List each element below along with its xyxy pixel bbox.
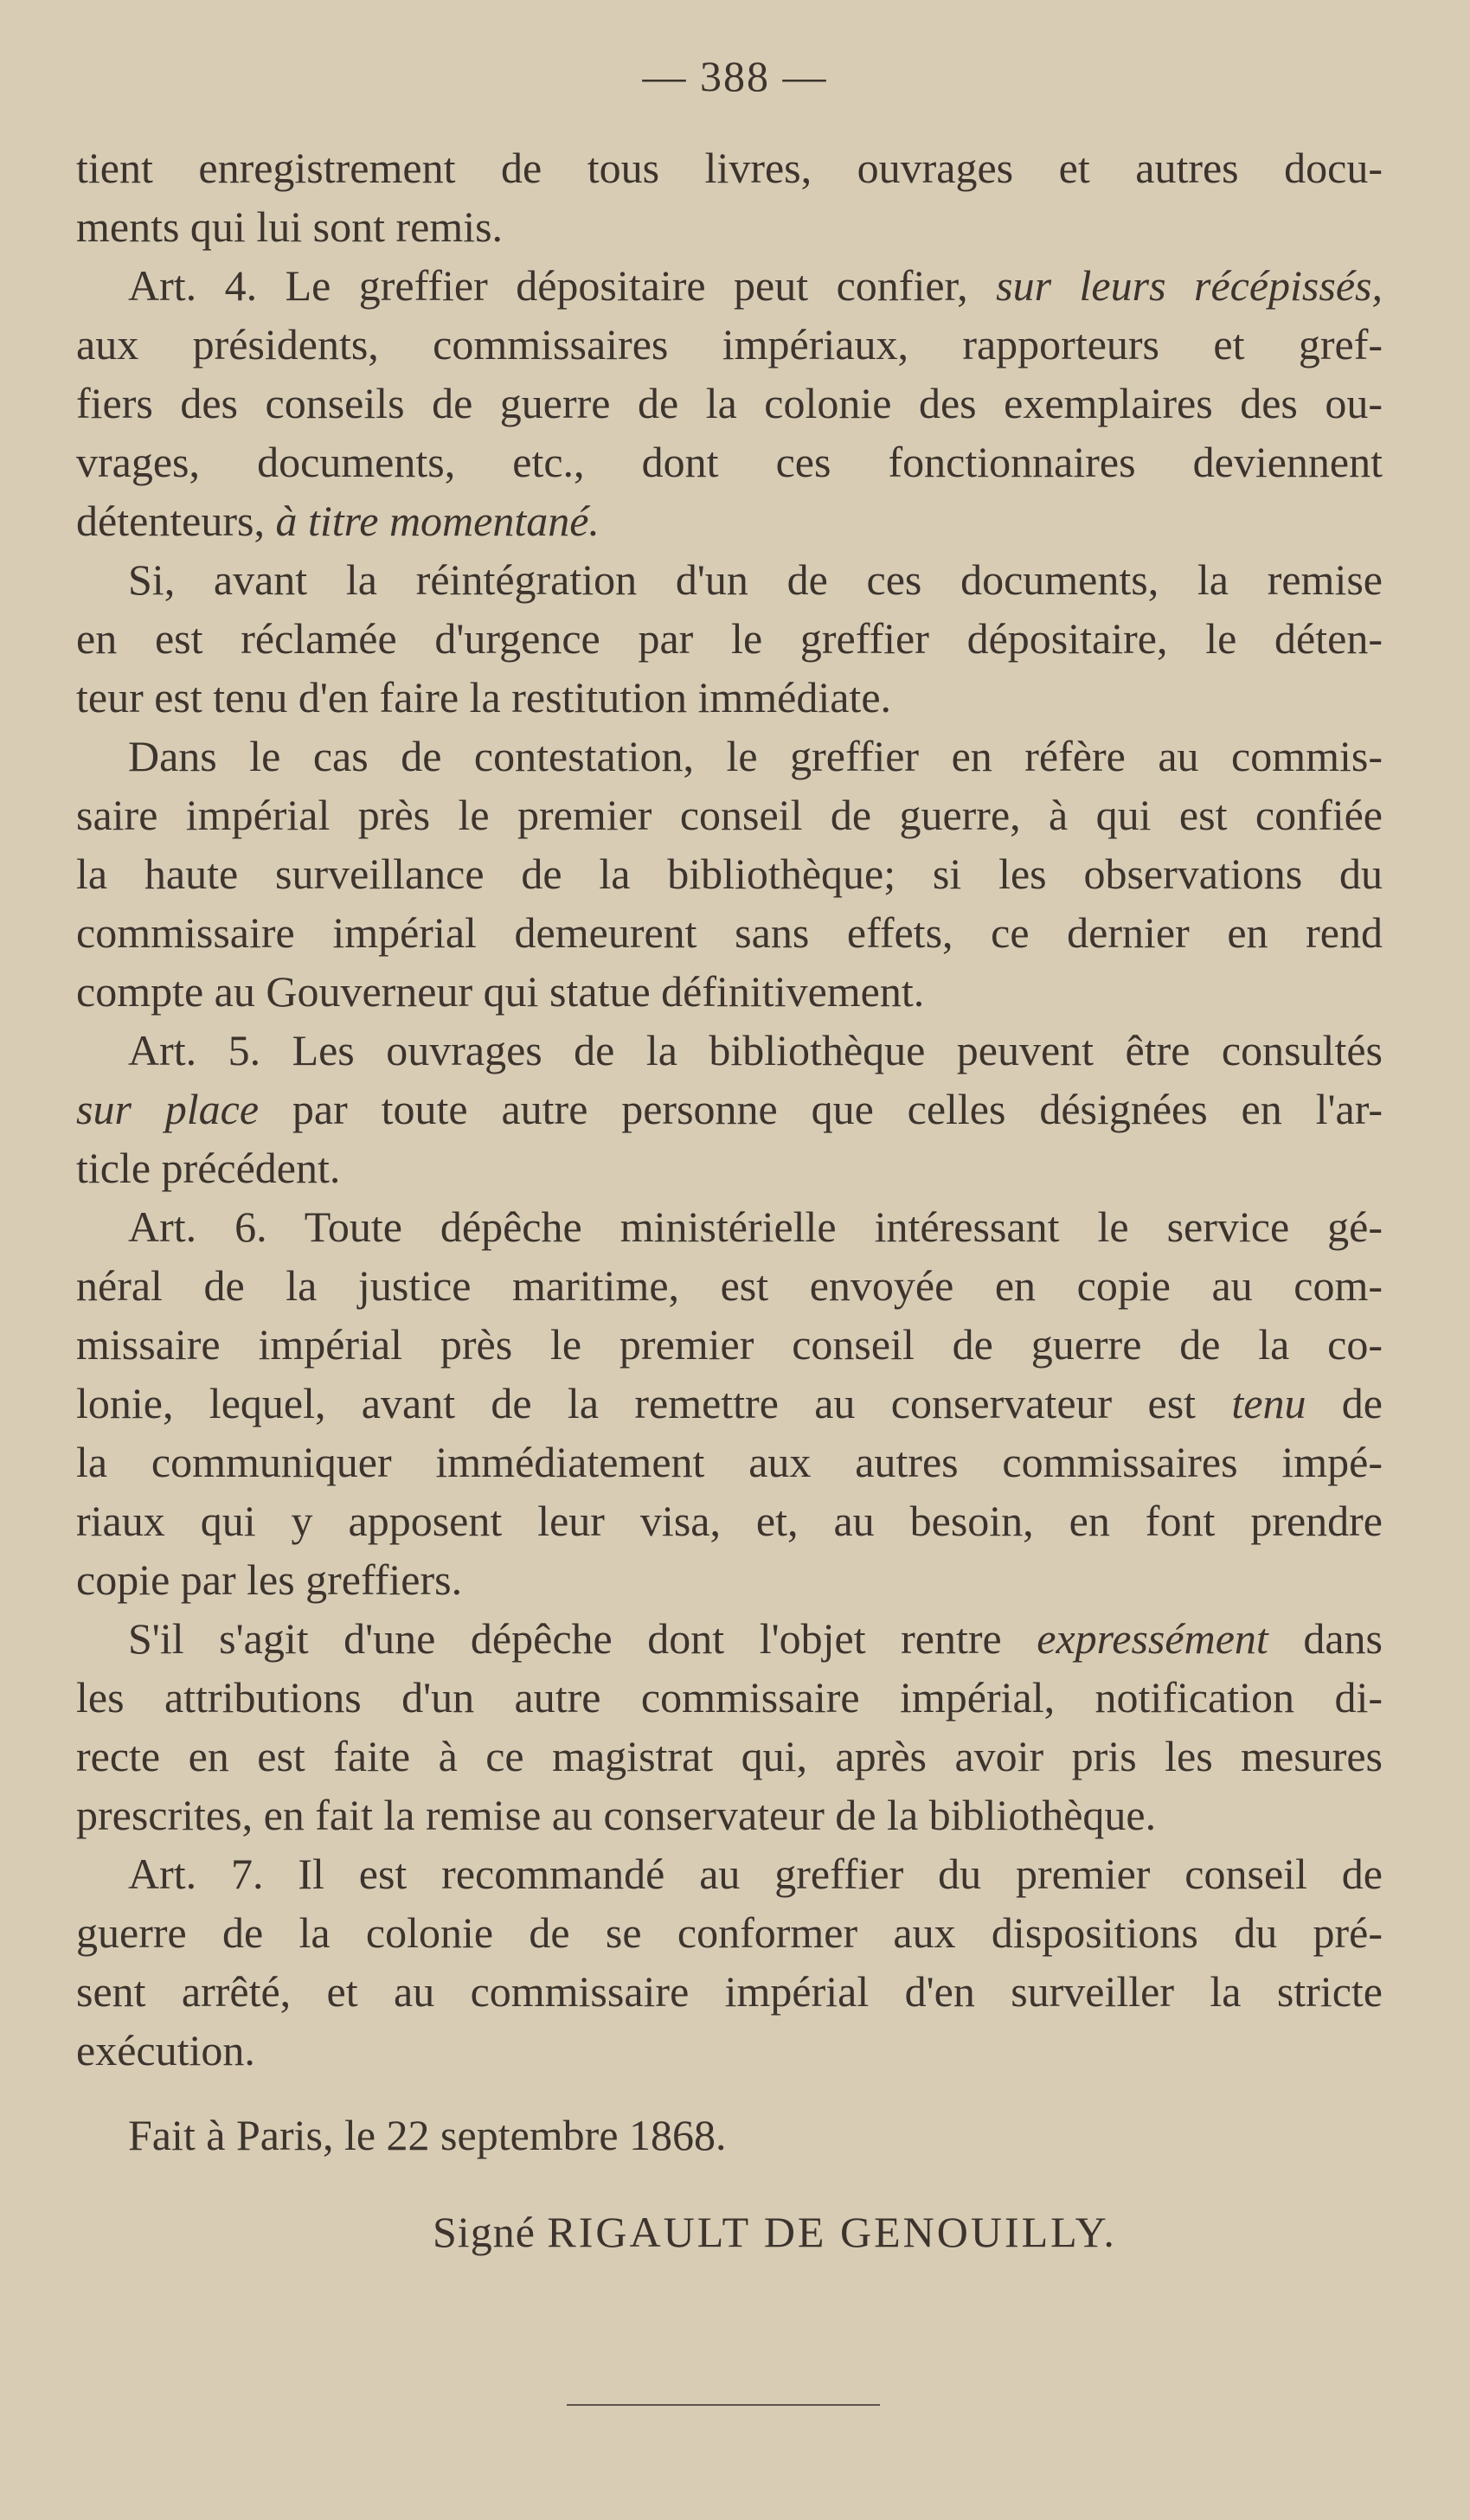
text-run: S'il s'agit d'une dépêche dont l'objet rentre [128, 1614, 1037, 1663]
text-line [76, 1197, 1383, 1256]
text-line [76, 1727, 1383, 1786]
text-run: commissaire impérial demeurent sans effets, ce dernier en rend [76, 908, 1383, 957]
text-line [76, 1550, 1383, 1609]
text-line [76, 433, 1383, 491]
text-line [76, 2021, 1383, 2080]
text-run: Art. 6. Toute dépêche ministérielle intéressant le service gé- [128, 1202, 1383, 1251]
text-line [76, 197, 1383, 256]
text-line [76, 550, 1383, 609]
text-line [76, 962, 1383, 1021]
text-line [76, 374, 1383, 433]
paragraph [76, 550, 1383, 727]
text-run: copie par les greffiers. [76, 1555, 463, 1604]
text-run: néral de la justice maritime, est envoyée en copie au com- [76, 1261, 1383, 1310]
text-run: ticle précédent. [76, 1144, 341, 1192]
text-run: teur est tenu d'en faire la restitution immédiate. [76, 673, 892, 721]
text-line [76, 1786, 1383, 1844]
paragraph [76, 1609, 1383, 1844]
text-run: sent arrêté, et au commissaire impérial d'en surveiller la stricte [76, 1967, 1383, 2016]
text-run: par toute autre personne que celles désignées en l'ar- [259, 1085, 1383, 1133]
text-run: Art. 7. Il est recommandé au greffier du premier conseil de [128, 1850, 1383, 1898]
end-rule [567, 2404, 880, 2406]
paragraph [76, 256, 1383, 550]
italic-run: à titre momentané. [275, 497, 600, 545]
text-line [76, 1138, 1383, 1197]
text-run: missaire impérial près le premier conseil de guerre de la co- [76, 1320, 1383, 1369]
signature [433, 2203, 1117, 2261]
text-run: vrages, documents, etc., dont ces fonctionnaires deviennent [76, 438, 1383, 486]
text-run: ments qui lui sont remis. [76, 202, 504, 251]
signature-name: RIGAULT DE GENOUILLY. [547, 2208, 1117, 2256]
text-line [76, 903, 1383, 962]
text-run: dans [1268, 1614, 1383, 1663]
text-run: les attributions d'un autre commissaire impérial, notification di- [76, 1673, 1383, 1722]
paragraph [76, 1021, 1383, 1197]
text-line [76, 1374, 1383, 1433]
text-line [76, 1962, 1383, 2021]
signature-prefix: Signé [433, 2208, 548, 2256]
text-run: lonie, lequel, avant de la remettre au conservateur est [76, 1379, 1232, 1427]
paragraph [76, 1197, 1383, 1609]
text-run: riaux qui y apposent leur visa, et, au besoin, en font prendre [76, 1497, 1383, 1545]
paragraph [76, 138, 1383, 256]
text-run: Art. 4. Le greffier dépositaire peut confier, [128, 261, 997, 310]
text-line [76, 668, 1383, 727]
text-run: de [1306, 1379, 1383, 1427]
text-line [76, 1256, 1383, 1315]
italic-run: sur place [76, 1085, 260, 1133]
italic-run: expressément [1037, 1614, 1268, 1663]
text-run: Art. 5. Les ouvrages de la bibliothèque peuvent être consultés [128, 1026, 1383, 1074]
text-line [76, 138, 1383, 197]
closing-line: Fait à Paris, le 22 septembre 1868. [128, 2111, 727, 2159]
italic-run: sur leurs récépissés, [996, 261, 1383, 310]
text-run: tient enregistrement de tous livres, ouvrages et autres docu- [76, 144, 1383, 192]
text-run: Si, avant la réintégration d'un de ces documents, la remise [128, 555, 1383, 604]
text-line [76, 609, 1383, 668]
text-line [76, 1021, 1383, 1080]
text-line [76, 1668, 1383, 1727]
text-run: prescrites, en fait la remise au conservateur de la bibliothèque. [76, 1791, 1157, 1839]
page-number: — 388 — [642, 52, 828, 100]
text-run: aux présidents, commissaires impériaux, rapporteurs et gref- [76, 320, 1383, 369]
text-run: saire impérial près le premier conseil de guerre, à qui est confiée [76, 791, 1383, 839]
text-run: compte au Gouverneur qui statue définitivement. [76, 967, 925, 1016]
text-run: fiers des conseils de guerre de la colonie des exemplaires des ou- [76, 379, 1383, 427]
text-line [76, 1433, 1383, 1491]
text-run: détenteurs, [76, 497, 276, 545]
text-line [76, 727, 1383, 785]
paragraph [76, 1844, 1383, 2080]
text-line [76, 1491, 1383, 1550]
text-line [76, 315, 1383, 374]
paragraph [76, 727, 1383, 1021]
text-line [76, 256, 1383, 315]
text-run: Dans le cas de contestation, le greffier en réfère au commis- [128, 732, 1383, 780]
text-line [76, 785, 1383, 844]
text-line [76, 1903, 1383, 1962]
body-text [76, 138, 1383, 2080]
text-line [76, 1609, 1383, 1668]
text-run: la haute surveillance de la bibliothèque; si les observations du [76, 850, 1383, 898]
text-run: guerre de la colonie de se conformer aux dispositions du pré- [76, 1908, 1383, 1957]
text-line [76, 1315, 1383, 1374]
italic-run: tenu [1231, 1379, 1306, 1427]
text-run: la communiquer immédiatement aux autres commissaires impé- [76, 1438, 1383, 1486]
text-run: exécution. [76, 2026, 255, 2074]
text-line [76, 844, 1383, 903]
text-line [76, 491, 1383, 550]
text-run: en est réclamée d'urgence par le greffier dépositaire, le déten- [76, 614, 1383, 663]
text-line [76, 1080, 1383, 1138]
text-line [76, 1844, 1383, 1903]
text-run: recte en est faite à ce magistrat qui, après avoir pris les mesures [76, 1732, 1383, 1780]
